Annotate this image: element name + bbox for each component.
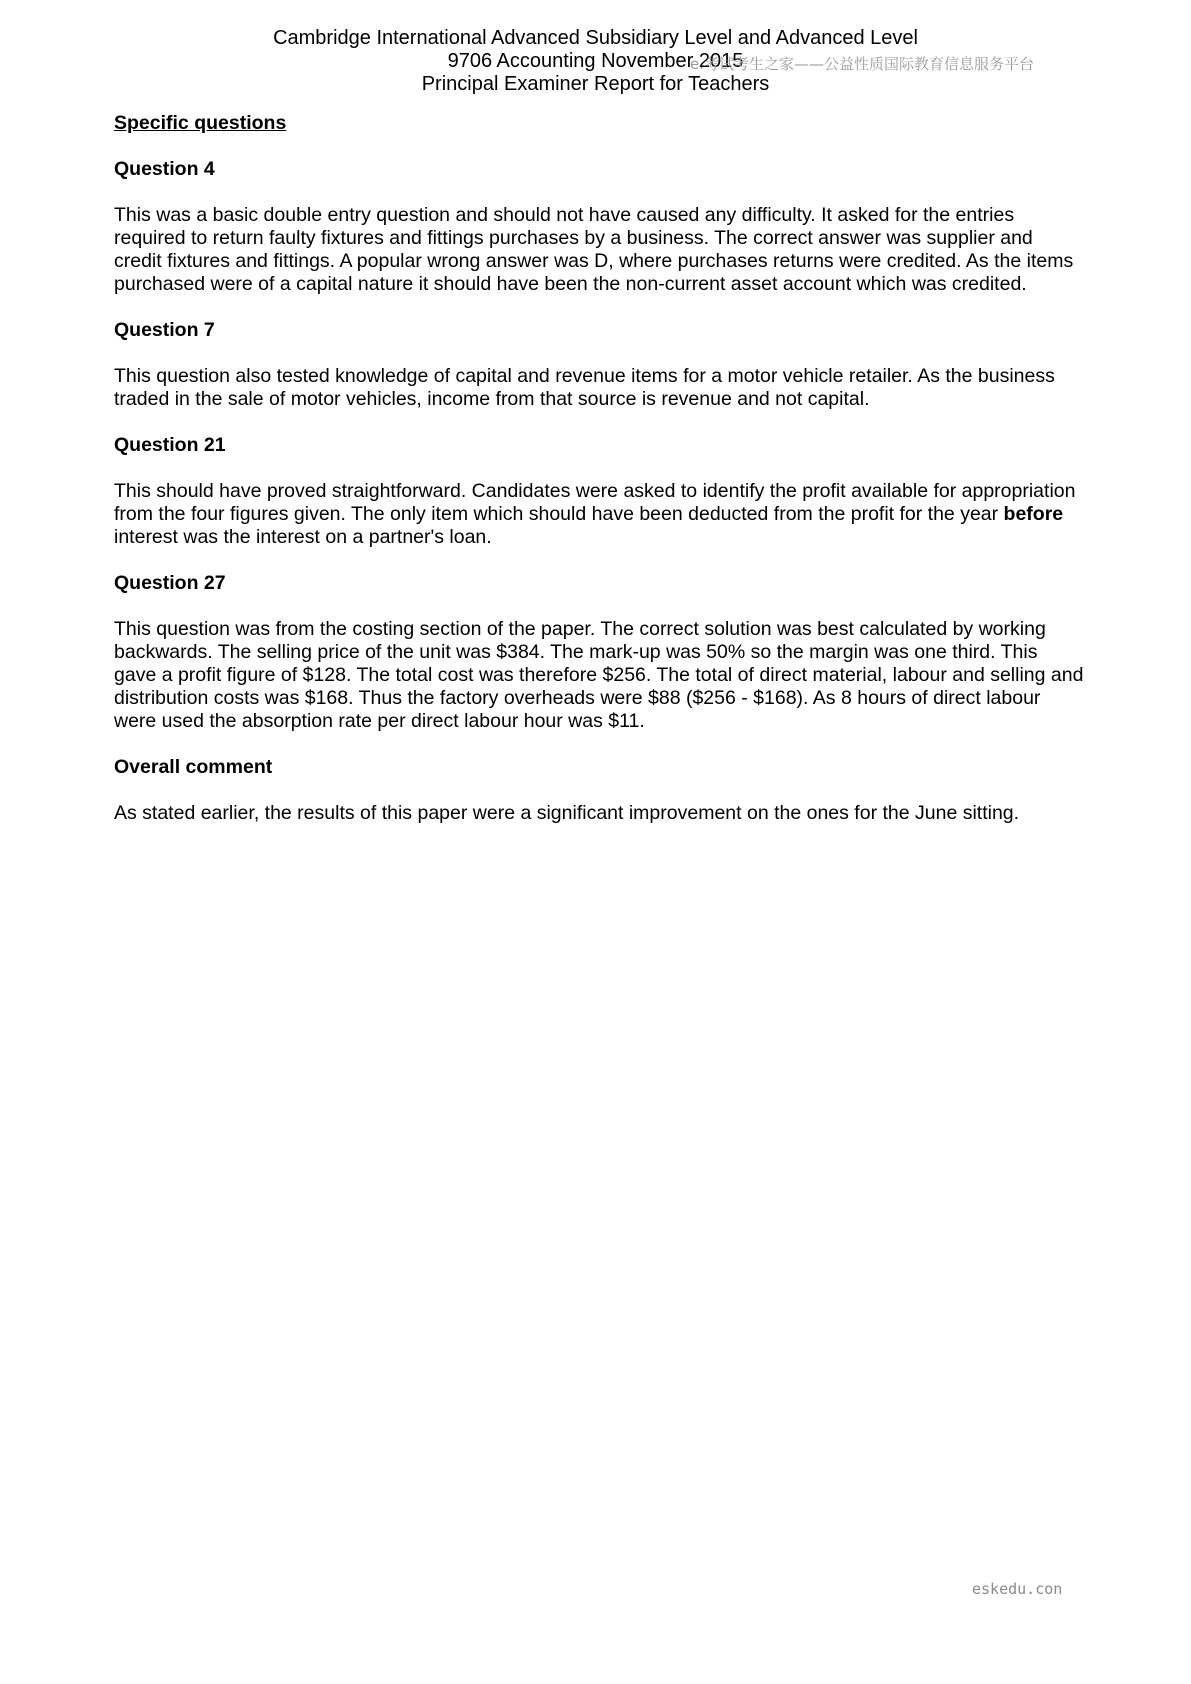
question-21-body: [114, 480, 1084, 549]
header-report-title: Principal Examiner Report for Teachers: [421, 73, 770, 95]
overall-comment-heading: Overall comment: [114, 756, 273, 778]
question-27-heading: Question 27: [114, 572, 226, 594]
footer-watermark: eskedu.con: [972, 1580, 1063, 1598]
question-21-body-end: interest was the interest on a partner's loan.: [114, 526, 492, 548]
question-7-body: This question also tested knowledge of capital and revenue items for a motor vehicle retailer. As the business traded in the sale of motor vehicles, income from that source is revenue and not capital.: [114, 365, 1055, 410]
question-21-body-start: This should have proved straightforward. Candidates were asked to identify the profit available for appropriation from the four figures given. The only item which should have been deducted from the profit for the year: [114, 480, 1076, 525]
header-exam-title: Cambridge International Advanced Subsidiary Level and Advanced Level: [273, 27, 918, 49]
question-27-body: This question was from the costing section of the paper. The correct solution was best calculated by working backwards. The selling price of the unit was $384. The mark-up was 50% so the margin was one third. This gave a profit figure of $128. The total cost was therefore $256. The total of direct material, labour and selling and distribution costs was $168. Thus the factory overheads were $88 ($256 - $168). As 8 hours of direct labour were used the absorption rate per direct labour hour was $11.: [114, 618, 1084, 732]
question-21-heading: Question 21: [114, 434, 226, 456]
question-4-heading: Question 4: [114, 158, 215, 180]
question-7-heading: Question 7: [114, 319, 215, 341]
watermark-text: e.考试考生之家——公益性质国际教育信息服务平台: [690, 55, 1034, 73]
overall-comment-body: As stated earlier, the results of this paper were a significant improvement on the ones for the June sitting.: [114, 802, 1020, 824]
report-body: [114, 112, 1084, 848]
header-syllabus-session: 9706 Accounting November 2015: [447, 50, 744, 72]
question-4-body: This was a basic double entry question and should not have caused any difficulty. It asked for the entries required to return faulty fixtures and fittings purchases by a business. The correct answer was supplier and credit fixtures and fittings. A popular wrong answer was D, where purchases returns were credited. As the items purchased were of a capital nature it should have been the non-current asset account which was credited.: [114, 204, 1074, 295]
section-title: Specific questions: [114, 112, 287, 134]
question-21-body-emphasis: before: [1003, 503, 1064, 525]
